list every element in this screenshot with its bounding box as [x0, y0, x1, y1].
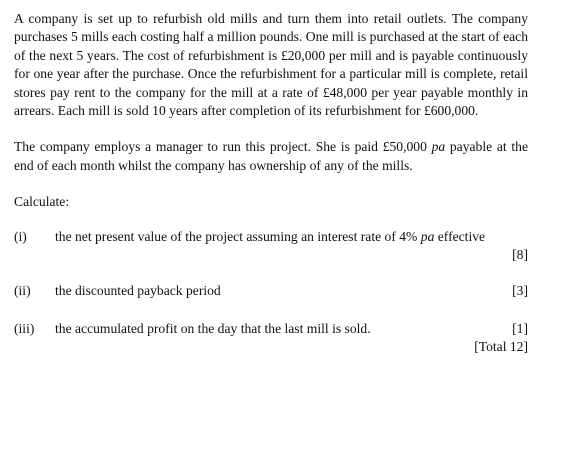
question-text: the discounted payback period	[55, 283, 221, 299]
manager-text-italic: pa	[431, 139, 446, 155]
question-number: (i)	[14, 229, 27, 245]
total-marks: [Total 12]	[474, 339, 528, 355]
intro-paragraph: A company is set up to refurbish old mills and turn them into retail outlets. The company purchases 5 mills each costing half a million pounds. One mill is purchased at the start of each of the next 5 years. The cost of refurbishment is £20,000 per mill and is payable continuously for one year after the purchase. Once the refurbishment for a particular mill is complete, retail stores pay rent to the company for the mill at a rate of £48,000 per year payable monthly in arrears. Each mill is sold 10 years after completion of its refurbishment for £600,000.	[14, 11, 528, 119]
manager-paragraph	[14, 138, 528, 175]
question-i	[14, 228, 528, 264]
question-iii	[14, 320, 528, 356]
question-ii	[14, 282, 528, 300]
question-page	[14, 10, 528, 356]
manager-text-before: The company employs a manager to run this project. She is paid £50,000	[14, 139, 432, 155]
calculate-label: Calculate:	[14, 194, 70, 210]
question-marks: [3]	[512, 283, 528, 299]
manager-text-after: payable at the end of each month whilst the company has ownership of any of the mills.	[14, 139, 528, 173]
question-text: the accumulated profit on the day that the last mill is sold.	[55, 321, 371, 337]
question-text-before: the net present value of the project assuming an interest rate of 4%	[55, 229, 421, 245]
question-text-italic: pa	[420, 229, 435, 245]
question-marks: [8]	[512, 247, 528, 263]
question-number: (ii)	[14, 283, 31, 299]
question-text	[55, 228, 528, 246]
question-number: (iii)	[14, 321, 35, 337]
question-marks: [1]	[512, 321, 528, 337]
question-text-after: effective	[434, 229, 486, 245]
